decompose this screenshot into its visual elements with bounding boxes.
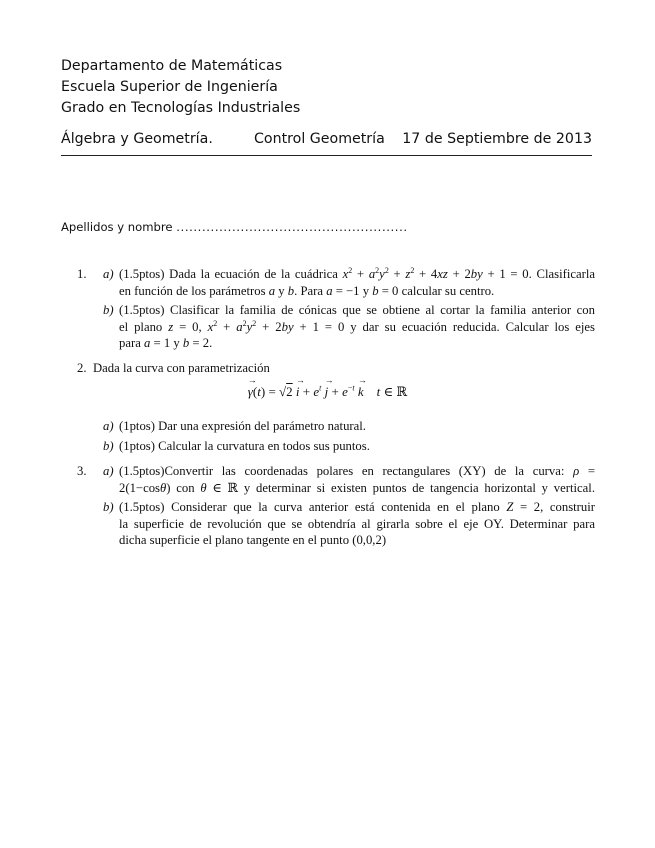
problem-3b-line-3: dicha superficie el plano tangente en el punto (0,0,2) [119, 533, 387, 547]
subitem-label: a) [103, 464, 114, 478]
problem-2b-text [119, 438, 595, 455]
exam-title: Control Geometría [254, 131, 385, 147]
header-row [61, 131, 592, 153]
problem-number: 3. [77, 464, 87, 478]
problem-1b-line-1: (1.5ptos) Clasificar la familia de cónicas que se obtiene al cortar la familia anterior con [119, 303, 595, 317]
name-dots: ...................................................... [176, 220, 408, 234]
problem-2-intro: Dada la curva con parametrización [93, 361, 270, 375]
subitem-label: a) [103, 419, 114, 433]
name-field [61, 220, 408, 234]
name-label: Apellidos y nombre [61, 220, 173, 234]
problem-3a-line-2: 2(1−cosθ) con θ ∈ ℝ y determinar si existen puntos de tangencia horizontal y vertical. [119, 480, 595, 495]
department-name: Departamento de Matemáticas [61, 58, 283, 74]
problem-1b-text [119, 302, 595, 352]
problem-1b-line-2: el plano z = 0, $x^2 + a^2y^2 + 2by + 1 = 0$ y dar su ecuación reducida. Calcular los ejes [119, 318, 595, 334]
degree-name: Grado en Tecnologías Industriales [61, 100, 301, 116]
problem-2b-line-1: (1ptos) Calcular la curvatura en todos sus puntos. [119, 439, 370, 453]
problem-number: 2. [77, 361, 87, 375]
problem-1a-line-1: (1.5ptos) Dada la ecuación de la cuádrica $x^2 + a^2y^2 + z^2 + 4xz + 2by + 1 = 0$. Clasificarla [119, 265, 596, 281]
problem-1 [0, 265, 655, 350]
problem-2-parts [0, 418, 655, 458]
subitem-label: b) [103, 500, 114, 514]
school-name: Escuela Superior de Ingeniería [61, 79, 278, 95]
problem-1a-text [119, 266, 595, 299]
problem-3b-line-1: (1.5ptos) Considerar que la curva anterior está contenida en el plano Z = 2, construir [119, 500, 595, 514]
header-block [61, 56, 592, 119]
problem-3a-text [119, 463, 595, 496]
subitem-label: b) [103, 439, 114, 453]
subject-title: Álgebra y Geometría. [61, 131, 213, 147]
subitem-label: b) [103, 303, 114, 317]
problem-3b-text [119, 499, 595, 549]
header-divider [61, 155, 592, 156]
problem-1a-line-2: en función de los parámetros a y b. Para a = −1 y b = 0 calcular su centro. [119, 283, 495, 298]
parametrization-formula: → $\gamma(t) = √2 \to i + e^t \to j + e^{-t} \to k$ t ∈ ℝ [0, 384, 655, 400]
problem-number: 1. [77, 267, 87, 281]
problem-3b-line-2: la superficie de revolución que se obtendría al girarla sobre el eje OY. Determinar para [119, 516, 595, 531]
problem-2a-text [119, 418, 595, 435]
problem-3a-line-1: (1.5ptos)Convertir las coordenadas polares en rectangulares (XY) de la curva: ρ = [119, 464, 595, 478]
problem-2a-line-1: (1ptos) Dar una expresión del parámetro natural. [119, 419, 366, 433]
problem-3 [0, 463, 655, 553]
problem-1b-line-3: para a = 1 y b = 2. [119, 336, 213, 350]
subitem-label: a) [103, 267, 114, 281]
exam-date: 17 de Septiembre de 2013 [402, 131, 592, 147]
